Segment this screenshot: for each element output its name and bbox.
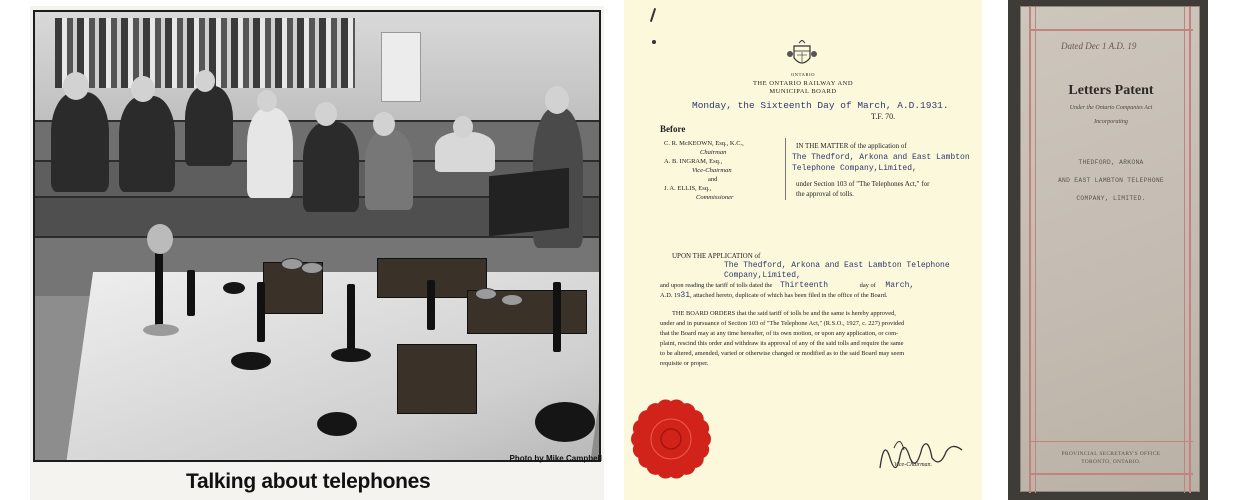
office-location: TORONTO, ONTARIO. <box>1081 459 1141 465</box>
red-wax-seal-icon <box>630 398 712 480</box>
column-divider <box>785 138 786 200</box>
order-text: to be altered, amended, varied or otherwise changed or modified as to the said Board may seem <box>660 350 905 357</box>
audience-member <box>365 130 413 210</box>
order-text: requisite or proper. <box>660 360 709 367</box>
lectern <box>489 168 569 236</box>
companies-act-line: Under the Ontario Companies Act <box>1069 105 1153 111</box>
member-role: Vice-Chairman <box>692 167 732 174</box>
firm-name: Telephone Company,Limited, <box>792 164 917 173</box>
order-text: under and in pursuance of Section 103 of "The Telephone Act," (R.S.O., 1927, c. 227) provided <box>660 320 905 327</box>
ontario-crest-icon <box>785 40 819 70</box>
wall-telephone <box>397 344 477 414</box>
candlestick-telephone <box>427 280 435 330</box>
candlestick-telephone <box>257 282 265 342</box>
company-name: THEDFORD, ARKONA <box>1078 159 1144 166</box>
vice-chairman-label: Vice-Chairman. <box>894 462 933 468</box>
before-heading: Before <box>660 124 686 134</box>
board-order-document <box>624 0 982 500</box>
member-name: C. R. McKEOWN, Esq., K.C., <box>664 140 744 147</box>
candlestick-telephone <box>347 284 355 350</box>
audience-member <box>185 86 233 166</box>
candlestick-telephone <box>553 282 561 352</box>
company-name: COMPANY, LIMITED. <box>1076 195 1146 202</box>
section-line: the approval of tolls. <box>796 190 854 198</box>
tf-number: T.F. 70. <box>871 112 896 121</box>
order-text: plaint, rescind this order and withdraw its approval of any of the said tolls and require the same <box>660 340 904 347</box>
back-door <box>381 32 421 102</box>
order-date: Monday, the Sixteenth Day of March, A.D.1931. <box>692 100 949 111</box>
signature-icon <box>870 428 970 478</box>
and-word: and <box>708 176 718 183</box>
application-firm: The Thedford, Arkona and East Lambton Telephone <box>724 261 950 270</box>
candlestick-telephone <box>155 252 163 332</box>
office-name: PROVINCIAL SECRETARY'S OFFICE <box>1061 451 1161 457</box>
firm-name: The Thedford, Arkona and East Lambton <box>792 153 970 162</box>
letters-patent-envelope <box>1008 0 1208 500</box>
company-name: AND EAST LAMBTON TELEPHONE <box>1057 177 1165 184</box>
member-role: Commissioner <box>696 194 734 201</box>
board-name: THE ONTARIO RAILWAY AND <box>752 80 854 87</box>
audience-member <box>303 122 359 212</box>
order-text: THE BOARD ORDERS that the said tariff of tolls be and the same is hereby approved, <box>672 310 896 317</box>
dated-line: Dated Dec 1 A.D. 19 <box>1061 41 1137 51</box>
audience-member <box>51 92 109 192</box>
envelope <box>1020 6 1200 492</box>
matter-line: IN THE MATTER of the application of <box>796 142 907 150</box>
audience-member <box>247 108 293 198</box>
incorporating-line: Incorporating <box>1094 119 1128 125</box>
application-firm: Company,Limited, <box>724 271 801 280</box>
audience-member <box>435 132 495 172</box>
member-role: Chairman <box>700 149 727 156</box>
board-name: MUNICIPAL BOARD <box>769 88 837 95</box>
clipping-headline: Talking about telephones <box>186 470 431 493</box>
patent-title: Letters Patent <box>1068 83 1154 98</box>
order-text: that the Board may at any time hereafter, of its own motion, or upon any application, or com- <box>660 330 899 337</box>
ad-line: A.D. 1931, attached hereto, duplicate of which has been filed in the office of the Board. <box>660 291 888 300</box>
member-name: J. A. ELLIS, Esq., <box>664 185 712 192</box>
audience-member <box>119 96 175 192</box>
tariff-line: and upon reading the tariff of tolls dated the Thirteenth day of March, <box>660 281 915 290</box>
candlestick-telephone <box>187 270 195 316</box>
section-line: under Section 103 of "The Telephones Act," for <box>796 180 930 188</box>
photo-credit: Photo by Mike Campbell <box>509 454 602 463</box>
clipping-photo <box>33 10 601 462</box>
crest-label: ONTARIO <box>790 72 816 77</box>
newspaper-clipping <box>30 6 604 500</box>
member-name: A. B. INGRAM, Esq., <box>664 158 723 165</box>
application-heading: UPON THE APPLICATION of <box>672 252 761 260</box>
